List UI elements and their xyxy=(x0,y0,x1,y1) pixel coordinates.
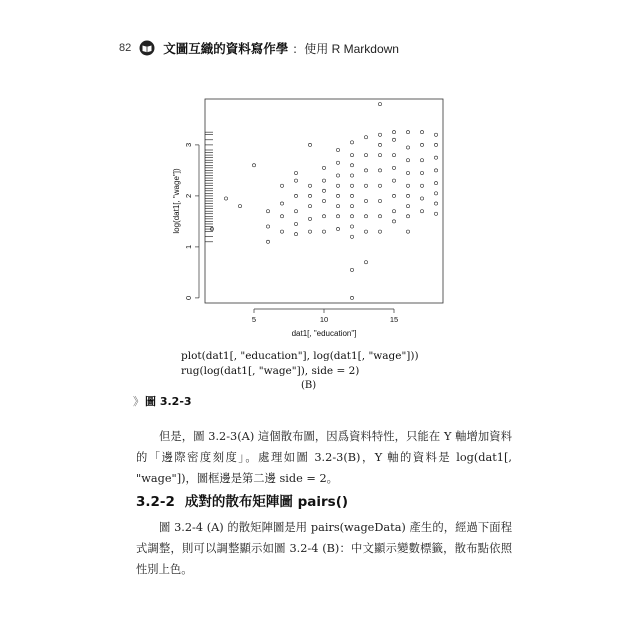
caption-text: 圖 3.2-3 xyxy=(145,395,192,408)
data-point xyxy=(378,154,381,157)
book-title: 文圖互織的資料寫作學 xyxy=(163,41,289,56)
data-point xyxy=(392,194,395,197)
data-point xyxy=(350,296,353,299)
data-point xyxy=(420,197,423,200)
data-point xyxy=(420,159,423,162)
scatter-plot xyxy=(160,96,460,346)
data-point xyxy=(434,156,437,159)
data-point xyxy=(336,184,339,187)
y-axis-label: log(dat1[, "wage"]) xyxy=(172,168,181,234)
data-point xyxy=(350,268,353,271)
figure-caption xyxy=(133,393,192,409)
data-point xyxy=(308,194,311,197)
data-point xyxy=(420,210,423,213)
book-icon xyxy=(139,40,155,56)
y-tick-label: 3 xyxy=(184,142,193,147)
data-point xyxy=(266,210,269,213)
section-title: 成對的散布矩陣圖 pairs() xyxy=(184,494,349,510)
data-point xyxy=(420,131,423,134)
data-point xyxy=(378,199,381,202)
page-header xyxy=(119,38,399,58)
data-point xyxy=(364,136,367,139)
data-point xyxy=(294,194,297,197)
paragraph: 但是，圖 3.2-3(A) 這個散布圖，因爲資料特性，只能在 Y 軸增加資料的「邊際密度刻度」。處理如圖 3.2-3(B)，Y 軸的資料是 log(dat1[, "wage"])，圖框邊是第二邊 side = 2。 xyxy=(136,430,512,485)
section-heading xyxy=(136,490,348,510)
data-point xyxy=(336,215,339,218)
data-point xyxy=(336,161,339,164)
data-point xyxy=(322,199,325,202)
plot-frame xyxy=(205,99,443,303)
data-point xyxy=(266,225,269,228)
data-point xyxy=(350,194,353,197)
data-point xyxy=(406,194,409,197)
data-point xyxy=(322,166,325,169)
data-point xyxy=(406,146,409,149)
data-point xyxy=(336,174,339,177)
data-point xyxy=(308,184,311,187)
data-point xyxy=(280,202,283,205)
data-point xyxy=(378,169,381,172)
data-point xyxy=(280,215,283,218)
panel-label: (B) xyxy=(301,380,317,391)
data-point xyxy=(406,205,409,208)
data-point xyxy=(350,154,353,157)
x-tick-label: 15 xyxy=(389,315,399,324)
data-point xyxy=(392,154,395,157)
scatter-figure xyxy=(160,96,460,346)
data-point xyxy=(322,179,325,182)
data-point xyxy=(392,210,395,213)
data-point xyxy=(308,230,311,233)
data-point xyxy=(406,171,409,174)
data-points xyxy=(210,103,437,300)
data-point xyxy=(392,166,395,169)
y-axis xyxy=(184,143,199,300)
data-point xyxy=(378,230,381,233)
data-point xyxy=(350,235,353,238)
data-point xyxy=(406,184,409,187)
x-axis xyxy=(252,309,398,324)
rug-marks xyxy=(205,132,213,242)
data-point xyxy=(322,189,325,192)
data-point xyxy=(364,199,367,202)
data-point xyxy=(420,143,423,146)
code-line: rug(log(dat1[, "wage"]), side = 2) xyxy=(181,365,360,377)
code-line: plot(dat1[, "education"], log(dat1[, "wage"])) xyxy=(181,350,419,362)
data-point xyxy=(406,230,409,233)
data-point xyxy=(364,215,367,218)
data-point xyxy=(406,215,409,218)
data-point xyxy=(350,205,353,208)
data-point xyxy=(392,131,395,134)
x-tick-label: 10 xyxy=(319,315,329,324)
page-number: 82 xyxy=(119,42,132,54)
code-block xyxy=(181,349,419,379)
data-point xyxy=(434,192,437,195)
data-point xyxy=(280,230,283,233)
y-tick-label: 0 xyxy=(184,295,193,300)
data-point xyxy=(336,227,339,230)
data-point xyxy=(378,143,381,146)
data-point xyxy=(364,169,367,172)
data-point xyxy=(364,230,367,233)
data-point xyxy=(238,205,241,208)
data-point xyxy=(294,210,297,213)
caption-marker-icon: 》 xyxy=(133,395,141,408)
y-tick-label: 2 xyxy=(184,193,193,198)
data-point xyxy=(336,205,339,208)
data-point xyxy=(434,169,437,172)
data-point xyxy=(308,143,311,146)
y-tick-label: 1 xyxy=(184,244,193,249)
data-point xyxy=(434,182,437,185)
data-point xyxy=(280,184,283,187)
book-subtitle: ：使用 R Markdown xyxy=(292,41,399,56)
data-point xyxy=(224,197,227,200)
data-point xyxy=(434,212,437,215)
data-point xyxy=(294,171,297,174)
x-tick-label: 5 xyxy=(251,315,257,324)
section-number: 3.2-2 xyxy=(136,494,175,510)
data-point xyxy=(420,184,423,187)
data-point xyxy=(406,131,409,134)
data-point xyxy=(294,233,297,236)
data-point xyxy=(350,225,353,228)
data-point xyxy=(406,159,409,162)
data-point xyxy=(378,103,381,106)
data-point xyxy=(392,138,395,141)
data-point xyxy=(308,205,311,208)
data-point xyxy=(420,171,423,174)
data-point xyxy=(322,230,325,233)
data-point xyxy=(392,220,395,223)
data-point xyxy=(378,184,381,187)
data-point xyxy=(350,215,353,218)
data-point xyxy=(350,164,353,167)
data-point xyxy=(434,133,437,136)
data-point xyxy=(322,215,325,218)
data-point xyxy=(392,179,395,182)
data-point xyxy=(434,202,437,205)
data-point xyxy=(252,164,255,167)
data-point xyxy=(378,133,381,136)
x-axis-label: dat1[, "education"] xyxy=(291,329,357,338)
data-point xyxy=(336,148,339,151)
data-point xyxy=(266,240,269,243)
paragraph: 圖 3.2-4 (A) 的散矩陣圖是用 pairs(wageData) 產生的，經過下面程式調整，則可以調整顯示如圖 3.2-4 (B)：中文顯示變數標籤，散布點依照性別上色。 xyxy=(136,521,512,576)
data-point xyxy=(364,261,367,264)
data-point xyxy=(294,222,297,225)
data-point xyxy=(336,194,339,197)
data-point xyxy=(434,143,437,146)
data-point xyxy=(350,141,353,144)
data-point xyxy=(294,179,297,182)
data-point xyxy=(350,184,353,187)
data-point xyxy=(364,184,367,187)
data-point xyxy=(308,217,311,220)
data-point xyxy=(364,154,367,157)
data-point xyxy=(378,215,381,218)
data-point xyxy=(350,174,353,177)
